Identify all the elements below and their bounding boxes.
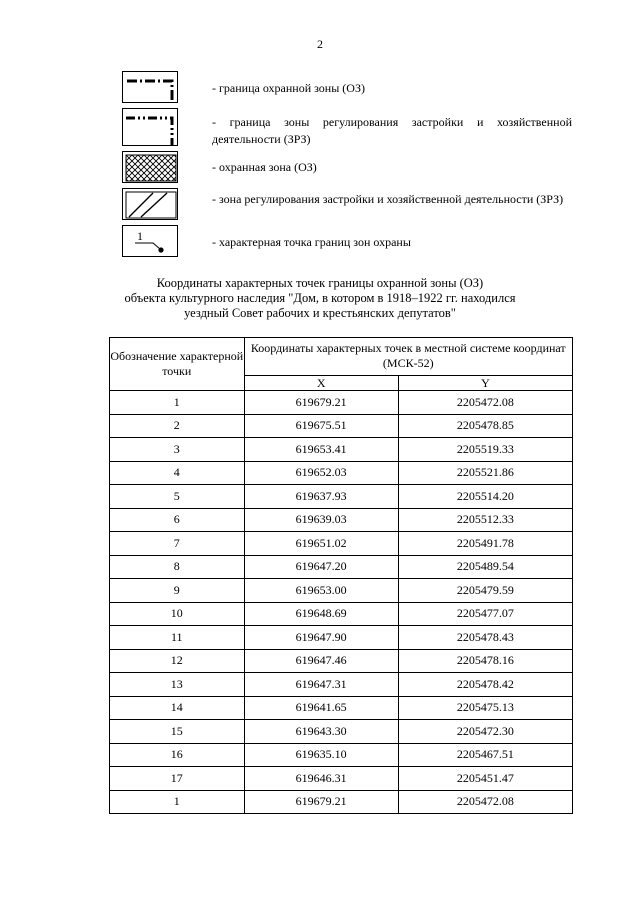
x-cell: 619653.41 [244,438,398,462]
point-cell: 3 [110,438,245,462]
legend-text: - охранная зона (ОЗ) [212,160,317,174]
point-label: 1 [137,229,143,243]
characteristic-point-icon [122,225,178,257]
x-cell: 619647.46 [244,649,398,673]
y-cell: 2205475.13 [398,696,572,720]
y-cell: 2205478.42 [398,673,572,697]
table-row [110,532,573,556]
oz-hatch-icon [122,151,178,183]
y-cell: 2205472.08 [398,790,572,814]
point-cell: 15 [110,720,245,744]
x-cell: 619647.20 [244,555,398,579]
x-cell: 619679.21 [244,790,398,814]
point-cell: 1 [110,790,245,814]
legend-text: - характерная точка границ зон охраны [212,235,411,249]
y-cell: 2205478.85 [398,414,572,438]
header-y: Y [398,375,572,390]
x-cell: 619635.10 [244,743,398,767]
table-row [110,626,573,650]
table-row [110,485,573,509]
legend-text: - зона регулирования застройки и хозяйственной деятельности (ЗРЗ) [212,192,564,206]
x-cell: 619637.93 [244,485,398,509]
table-caption [0,276,640,321]
point-cell: 16 [110,743,245,767]
header-point: Обозначение характерной точки [110,338,245,391]
y-cell: 2205467.51 [398,743,572,767]
y-cell: 2205472.08 [398,391,572,415]
table-row [110,696,573,720]
point-cell: 2 [110,414,245,438]
point-cell: 6 [110,508,245,532]
point-cell: 5 [110,485,245,509]
coordinates-table [109,337,573,814]
y-cell: 2205451.47 [398,767,572,791]
table-row [110,508,573,532]
y-cell: 2205489.54 [398,555,572,579]
x-cell: 619647.31 [244,673,398,697]
x-cell: 619641.65 [244,696,398,720]
y-cell: 2205478.16 [398,649,572,673]
point-cell: 8 [110,555,245,579]
y-cell: 2205479.59 [398,579,572,603]
point-cell: 12 [110,649,245,673]
table-row [110,790,573,814]
point-cell: 4 [110,461,245,485]
table-row [110,391,573,415]
table-row [110,579,573,603]
table-row [110,602,573,626]
x-cell: 619647.90 [244,626,398,650]
table-row [110,555,573,579]
page-number: 2 [317,37,323,51]
point-cell: 9 [110,579,245,603]
table-row [110,720,573,744]
point-cell: 1 [110,391,245,415]
x-cell: 619652.03 [244,461,398,485]
y-cell: 2205512.33 [398,508,572,532]
table-row [110,649,573,673]
point-cell: 7 [110,532,245,556]
table-row [110,414,573,438]
table-body [110,391,573,814]
table-row [110,743,573,767]
point-cell: 14 [110,696,245,720]
header-x: X [244,375,398,390]
y-cell: 2205477.07 [398,602,572,626]
x-cell: 619639.03 [244,508,398,532]
point-cell: 13 [110,673,245,697]
y-cell: 2205514.20 [398,485,572,509]
table-row [110,767,573,791]
point-cell: 10 [110,602,245,626]
caption-line: уездный Совет рабочих и крестьянских депутатов" [184,306,456,320]
x-cell: 619653.00 [244,579,398,603]
zrz-boundary-icon [122,108,178,146]
point-cell: 17 [110,767,245,791]
y-cell: 2205491.78 [398,532,572,556]
y-cell: 2205521.86 [398,461,572,485]
oz-boundary-icon [122,71,178,103]
table-row [110,461,573,485]
x-cell: 619646.31 [244,767,398,791]
legend-text: - граница охранной зоны (ОЗ) [212,81,365,95]
x-cell: 619675.51 [244,414,398,438]
header-coordinates: Координаты характерных точек в местной системе координат (МСК-52) [244,338,572,376]
zrz-hatch-icon [122,188,178,220]
point-cell: 11 [110,626,245,650]
x-cell: 619648.69 [244,602,398,626]
table-row [110,673,573,697]
caption-line: объекта культурного наследия "Дом, в котором в 1918–1922 гг. находился [124,291,516,305]
y-cell: 2205472.30 [398,720,572,744]
caption-line: Координаты характерных точек границы охранной зоны (ОЗ) [156,276,484,290]
y-cell: 2205519.33 [398,438,572,462]
y-cell: 2205478.43 [398,626,572,650]
legend-text: - граница зоны регулирования застройки и хозяйственной деятельности (ЗРЗ) [212,115,572,146]
x-cell: 619679.21 [244,391,398,415]
x-cell: 619651.02 [244,532,398,556]
x-cell: 619643.30 [244,720,398,744]
table-row [110,438,573,462]
